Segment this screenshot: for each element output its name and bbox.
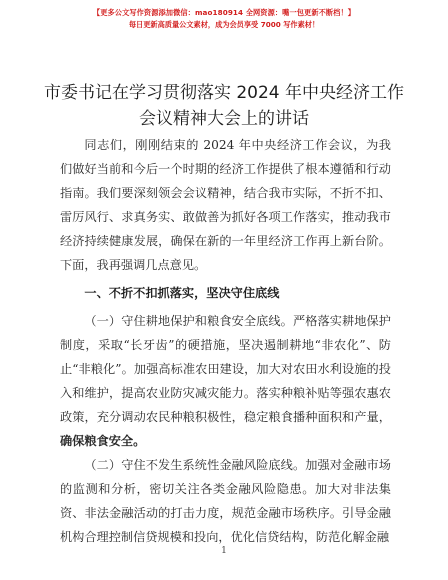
paragraph-1-text: （一）守住耕地保护和粮食安全底线。严格落实耕地保护制度，采取“长牙齿”的硬措施，坚决遏制耕地“非农化”、防止“非粮化”。加强高标准农田建设，加大对农田水利设施的投入和维护，提高农业防灾减灾能力。落实种粮补贴等强农惠农政策，充分调动农民种粮积极性，稳定粮食播种面积和产量， bbox=[60, 314, 391, 424]
title-line-1: 市委书记在学习贯彻落实 2024 年中央经济工作 bbox=[43, 83, 405, 103]
document-body bbox=[60, 133, 391, 549]
paragraph-1-bold-text: 确保粮食安全。 bbox=[60, 434, 146, 448]
intro-paragraph: 同志们，刚刚结束的 2024 年中央经济工作会议，为我们做好当前和今后一个时期的经济工作提供了根本遵循和行动指南。我们要深刻领会会议精神，结合我市实际，不折不扣、雷厉风行、求真务实、敢做善为抓好各项工作落实，推动我市经济持续健康发展，确保在新的一年里经济工作再上新台阶。下面，我再强调几点意见。 bbox=[60, 138, 391, 272]
promo-banner bbox=[0, 8, 448, 29]
paragraph-1 bbox=[60, 309, 391, 453]
promo-banner-line-1: 【更多公文写作资源添加微信：mao180914 全网资源：嘴一包更新不断档！】 bbox=[92, 8, 356, 17]
document-title bbox=[40, 80, 408, 132]
paragraph-2: （二）守住不发生系统性金融风险底线。加强对金融市场的监测和分析，密切关注各类金融风险隐患。加大对非法集资、非法金融活动的打击力度，规范金融市场秩序。引导金融机构合理控制信贷规模和投向，优化信贷结构，防范化解金融 bbox=[60, 458, 391, 544]
section-1-heading: 一、不折不扣抓落实，坚决守住底线 bbox=[84, 286, 280, 300]
title-line-2: 会议精神大会上的讲话 bbox=[139, 109, 309, 129]
page-number: 1 bbox=[221, 546, 227, 556]
promo-banner-line-2: 每日更新高质量公文素材，成为会员享受 7000 写作素材！ bbox=[128, 20, 320, 29]
